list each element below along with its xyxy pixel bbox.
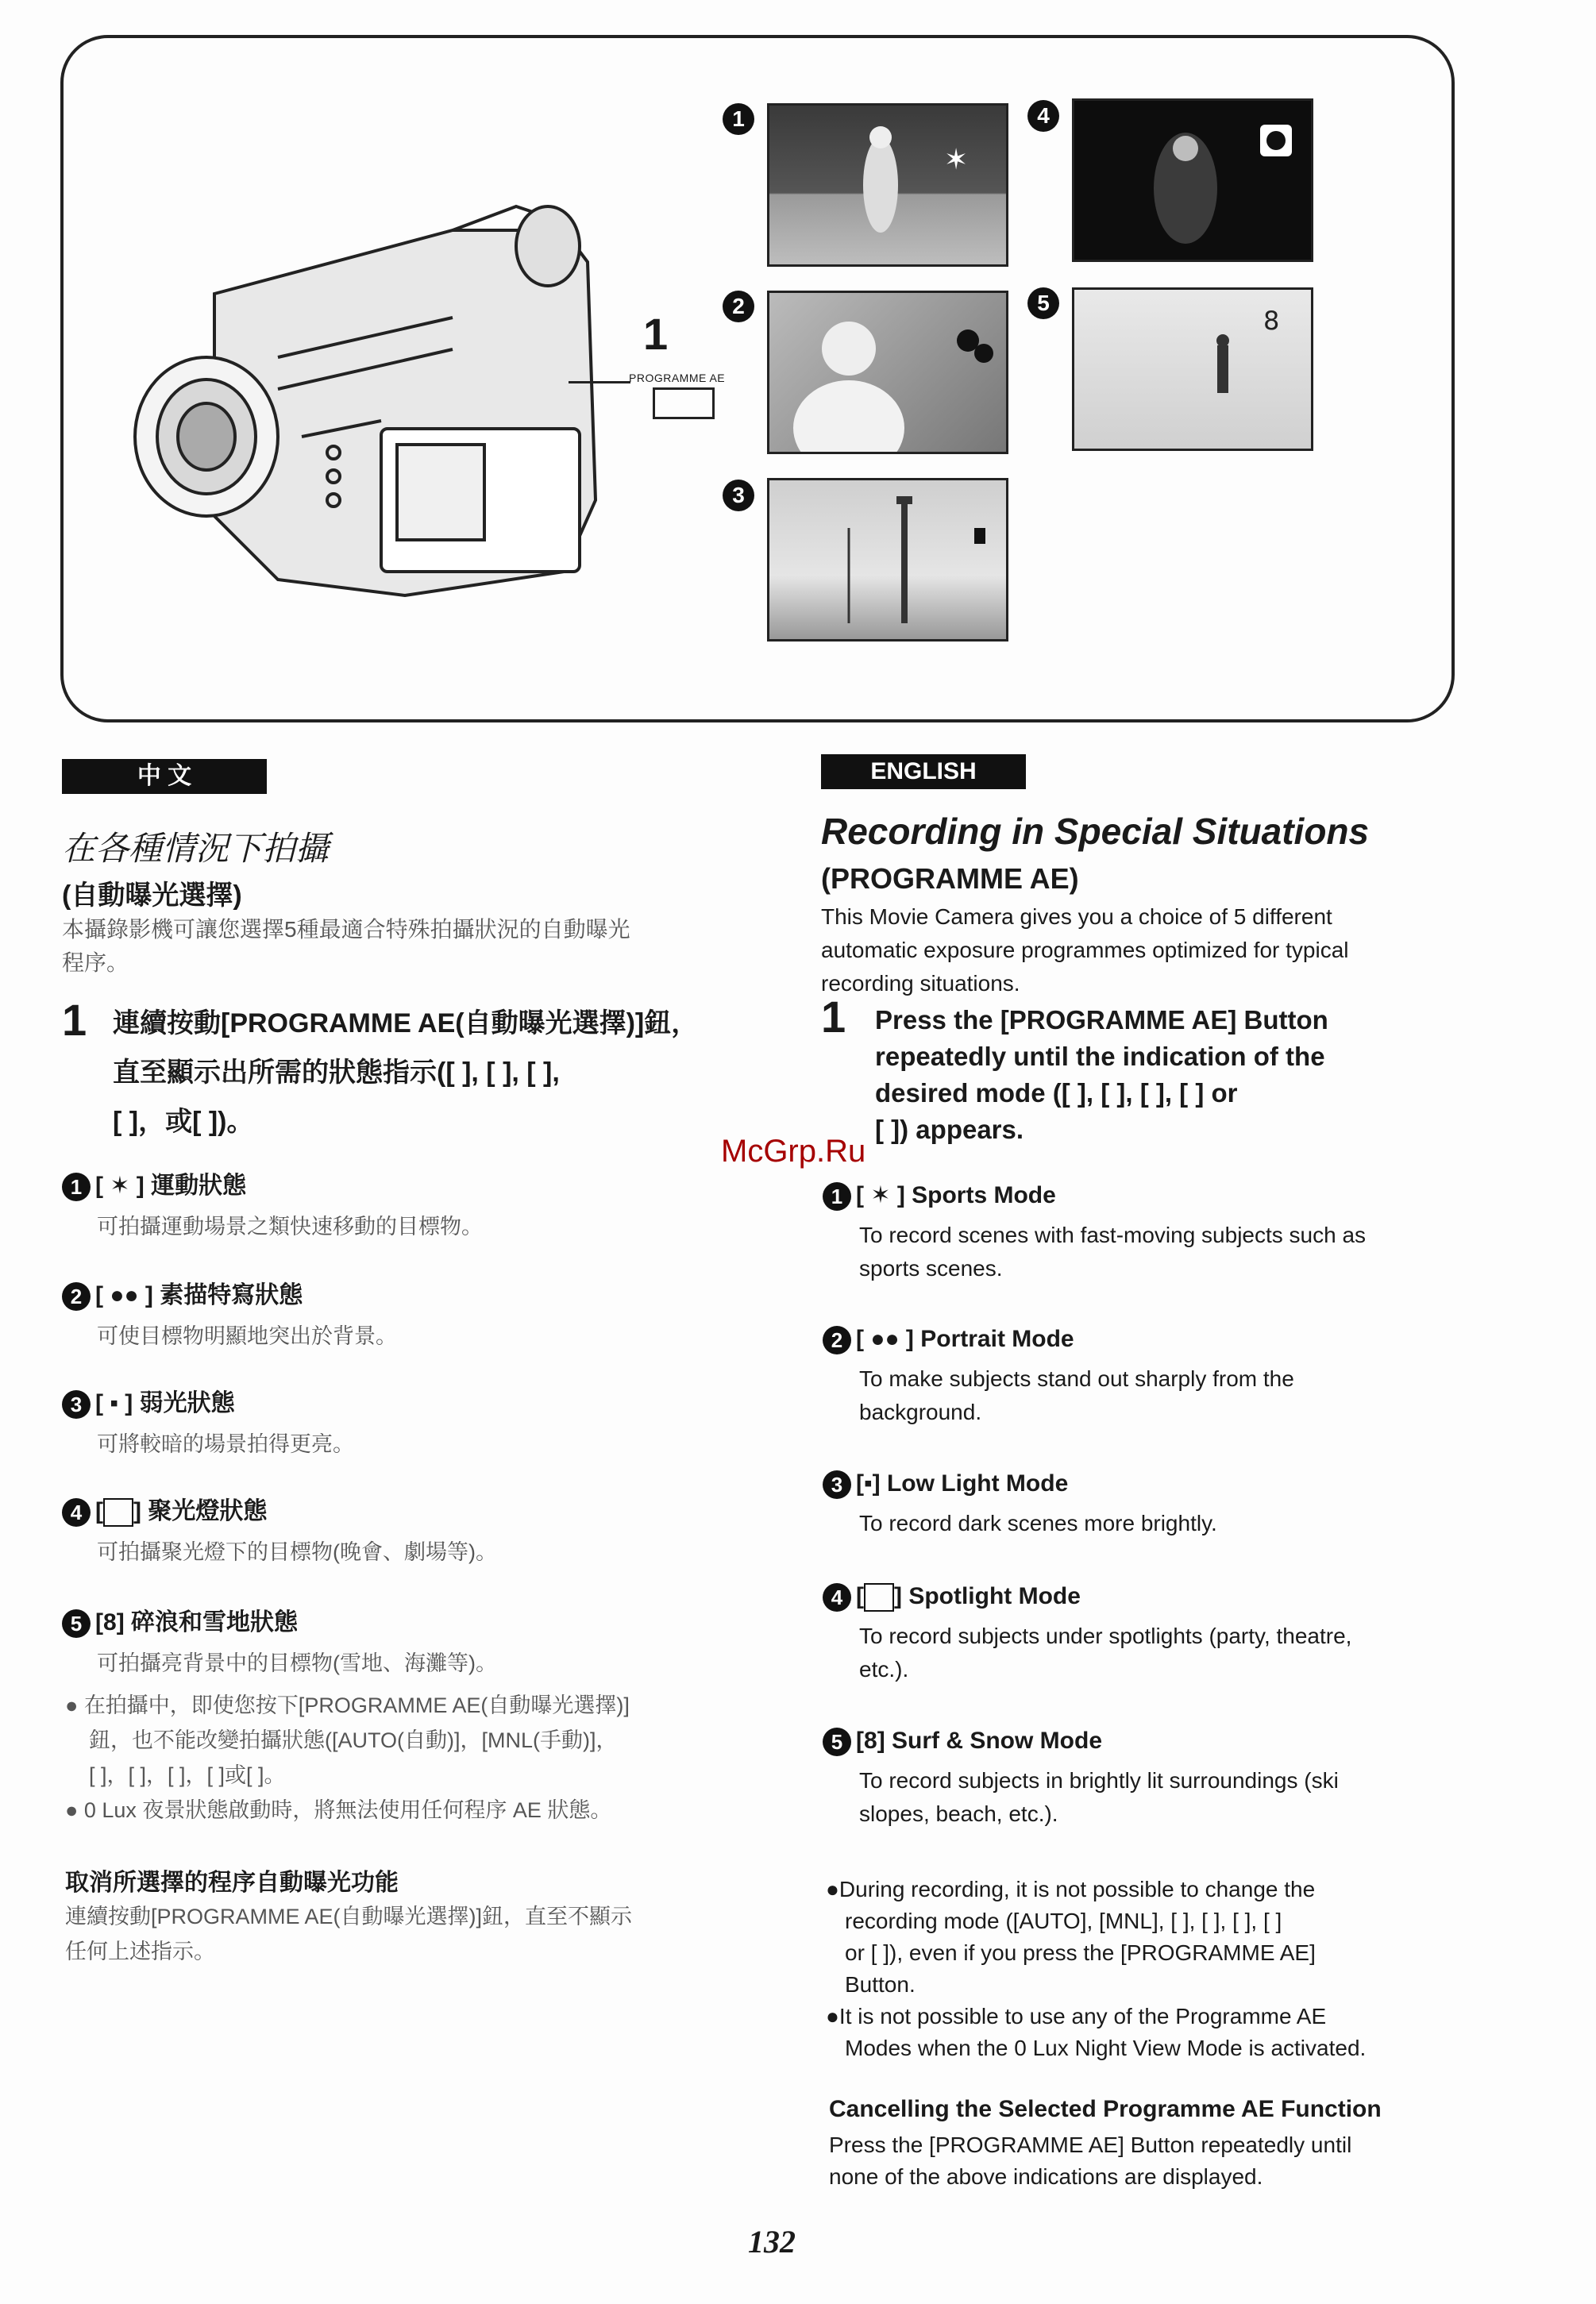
en-intro bbox=[821, 900, 1349, 1000]
mode-description: To record dark scenes more brightly. bbox=[859, 1511, 1217, 1536]
photo-sports-mode bbox=[767, 103, 1008, 267]
mode-label: 碎浪和雪地狀態 bbox=[131, 1609, 299, 1636]
zh-step-number: 1 bbox=[62, 995, 87, 1045]
en-note-line: Modes when the 0 Lux Night View Mode is activated. bbox=[845, 2036, 1367, 2060]
en-mode-surf-snow: 5 [8] Surf & Snow Mode To record subjects in brightly lit surroundings (ski slopes, beach, etc.). bbox=[823, 1728, 1339, 1831]
zh-mode-low-light: 3 [ ▪ ] 弱光狀態 可將較暗的場景拍得更亮。 bbox=[62, 1383, 354, 1458]
photo-surf-snow-mode bbox=[1072, 287, 1313, 451]
zh-mode-sports: 1 [ ✶ ] 運動狀態 可拍攝運動場景之類快速移動的目標物。 bbox=[62, 1165, 483, 1240]
page-number: 132 bbox=[748, 2224, 796, 2260]
en-subtitle: (PROGRAMME AE) bbox=[821, 862, 1079, 895]
zh-note-line: ● 0 Lux 夜景狀態啟動時，將無法使用任何程序 AE 狀態。 bbox=[65, 1798, 612, 1822]
en-mode-sports: 1 [ ✶ ] Sports Mode To record scenes with fast-moving subjects such as sports scenes. bbox=[823, 1181, 1366, 1285]
en-cancel-heading: Cancelling the Selected Programme AE Function bbox=[829, 2096, 1382, 2122]
en-notes bbox=[826, 1874, 1540, 2064]
photo-portrait-mode bbox=[767, 291, 1008, 454]
zh-step-text bbox=[113, 999, 698, 1146]
mode-label: ] Spotlight Mode bbox=[894, 1583, 1081, 1609]
zh-subtitle: (自動曝光選擇) bbox=[62, 880, 242, 911]
surf-snow-icon: 8 bbox=[864, 1728, 877, 1754]
en-note-line: ●During recording, it is not possible to change the bbox=[826, 1877, 1316, 1901]
mode-number-badge: 4 bbox=[62, 1498, 91, 1527]
surf-snow-icon: 8 bbox=[103, 1609, 117, 1636]
mode-description: To make subjects stand out sharply from the background. bbox=[859, 1366, 1294, 1425]
mode-description: To record subjects under spotlights (party, theatre, etc.). bbox=[859, 1624, 1352, 1682]
en-intro-line: This Movie Camera gives you a choice of 5 different bbox=[821, 904, 1332, 929]
en-cancel-line: none of the above indications are displayed. bbox=[829, 2164, 1263, 2189]
mode-number-badge: 4 bbox=[823, 1583, 851, 1612]
mode-description: 可拍攝聚光燈下的目標物(晚會、劇場等)。 bbox=[97, 1540, 497, 1565]
mode-label: 聚光燈狀態 bbox=[148, 1498, 268, 1524]
zh-cancel-line: 連續按動[PROGRAMME AE(自動曝光選擇)]鈕，直至不顯示 bbox=[65, 1905, 633, 1928]
zh-intro-line: 本攝錄影機可讓您選擇5種最適合特殊拍攝狀況的自動曝光 bbox=[62, 917, 630, 942]
chinese-language-tab: 中 文 bbox=[62, 759, 267, 794]
mode-label: ] Surf & Snow Mode bbox=[877, 1728, 1103, 1754]
zh-note-line: [ ]，[ ]，[ ]，[ ]或[ ]。 bbox=[89, 1763, 286, 1787]
zh-note-line: 鈕，也不能改變拍攝狀態([AUTO(自動)]，[MNL(手動)]， bbox=[89, 1728, 618, 1752]
svg-text:8: 8 bbox=[1263, 306, 1280, 336]
mode-description: 可拍攝運動場景之類快速移動的目標物。 bbox=[97, 1215, 483, 1239]
mode-description: 可使目標物明顯地突出於背景。 bbox=[97, 1324, 397, 1349]
callout-line bbox=[569, 381, 630, 383]
zh-cancel-line: 任何上述指示。 bbox=[65, 1940, 215, 1963]
sports-icon: ✶ bbox=[110, 1173, 130, 1199]
zh-mode-surf-snow: 5 [8] 碎浪和雪地狀態 可拍攝亮背景中的目標物(雪地、海灘等)。 bbox=[62, 1602, 497, 1677]
callout-label: PROGRAMME AE bbox=[629, 372, 726, 384]
zh-cancel-heading: 取消所選擇的程序自動曝光功能 bbox=[65, 1870, 399, 1896]
mode-number-badge: 3 bbox=[62, 1390, 91, 1419]
callout-number: 1 bbox=[643, 309, 669, 359]
english-language-tab: ENGLISH bbox=[821, 754, 1026, 789]
low-light-icon: ▪ bbox=[864, 1470, 873, 1497]
en-step-line: desired mode ([ ], [ ], [ ], [ ] or bbox=[875, 1078, 1238, 1108]
mode-label: 素描特寫狀態 bbox=[160, 1282, 303, 1308]
en-mode-portrait: 2 [ ●● ] Portrait Mode To make subjects stand out sharply from the background. bbox=[823, 1326, 1294, 1429]
en-cancel-line: Press the [PROGRAMME AE] Button repeatedly until bbox=[829, 2133, 1352, 2157]
mode-number-badge: 5 bbox=[823, 1728, 851, 1756]
mode-number-badge: 1 bbox=[62, 1173, 91, 1201]
en-mode-spotlight: 4 [ ] Spotlight Mode To record subjects under spotlights (party, theatre, etc.). bbox=[823, 1583, 1351, 1686]
mode-number-badge: 2 bbox=[823, 1326, 851, 1354]
mode-number-badge: 2 bbox=[62, 1282, 91, 1311]
mode-label: 運動狀態 bbox=[151, 1173, 247, 1199]
mode-number-badge: 1 bbox=[823, 1182, 851, 1211]
mode-description: 可拍攝亮背景中的目標物(雪地、海灘等)。 bbox=[97, 1651, 497, 1676]
mode-number-badge: 3 bbox=[823, 1470, 851, 1499]
portrait-icon: ●● bbox=[870, 1326, 900, 1352]
en-intro-line: automatic exposure programmes optimized for typical bbox=[821, 938, 1349, 962]
mode-description: 可將較暗的場景拍得更亮。 bbox=[97, 1432, 354, 1457]
en-cancel-body bbox=[829, 2129, 1351, 2193]
spotlight-icon bbox=[864, 1583, 894, 1612]
zh-notes bbox=[65, 1688, 724, 1828]
mode-label: 弱光狀態 bbox=[139, 1390, 235, 1416]
photo-badge-5: 5 bbox=[1027, 287, 1059, 319]
photo-badge-1: 1 bbox=[723, 103, 754, 135]
watermark: McGrp.Ru bbox=[721, 1134, 866, 1169]
camcorder-illustration bbox=[119, 198, 643, 611]
zh-intro-line: 程序。 bbox=[62, 950, 129, 975]
low-light-icon: ▪ bbox=[110, 1390, 118, 1416]
en-page-title: Recording in Special Situations bbox=[821, 811, 1370, 852]
photo-spotlight-mode bbox=[1072, 98, 1313, 262]
en-step-line: repeatedly until the indication of the bbox=[875, 1042, 1325, 1071]
en-note-line: recording mode ([AUTO], [MNL], [ ], [ ], [ ], [ ] bbox=[845, 1909, 1282, 1933]
mode-label: ] Sports Mode bbox=[896, 1182, 1056, 1208]
en-intro-line: recording situations. bbox=[821, 971, 1020, 996]
zh-mode-portrait: 2 [ ●● ] 素描特寫狀態 可使目標物明顯地突出於背景。 bbox=[62, 1275, 397, 1350]
photo-badge-4: 4 bbox=[1027, 100, 1059, 132]
en-note-line: or [ ]), even if you press the [PROGRAMME AE] bbox=[845, 1940, 1316, 1965]
photo-low-light-mode bbox=[767, 478, 1008, 641]
zh-cancel-body bbox=[65, 1899, 632, 1969]
zh-step-line: 連續按動[PROGRAMME AE(自動曝光選擇)]鈕， bbox=[113, 1008, 699, 1038]
mode-number-badge: 5 bbox=[62, 1609, 91, 1638]
photo-badge-3: 3 bbox=[723, 480, 754, 511]
mode-description: To record subjects in brightly lit surroundings (ski slopes, beach, etc.). bbox=[859, 1768, 1339, 1827]
en-step-number: 1 bbox=[821, 992, 846, 1042]
portrait-icon: ●● bbox=[110, 1282, 139, 1308]
en-mode-low-light: 3 [▪] Low Light Mode To record dark scenes more brightly. bbox=[823, 1470, 1217, 1540]
zh-page-title: 在各種情況下拍攝 bbox=[62, 830, 330, 867]
en-step-line: Press the [PROGRAMME AE] Button bbox=[875, 1005, 1328, 1034]
mode-description: To record scenes with fast-moving subjects such as sports scenes. bbox=[859, 1223, 1367, 1281]
zh-intro bbox=[62, 913, 630, 980]
spotlight-icon bbox=[103, 1498, 133, 1527]
en-step-text bbox=[875, 1002, 1328, 1148]
zh-note-line: ● 在拍攝中，即使您按下[PROGRAMME AE(自動曝光選擇)] bbox=[65, 1693, 630, 1717]
zh-step-line: 直至顯示出所需的狀態指示([ ], [ ], [ ], bbox=[113, 1058, 560, 1088]
en-note-line: ●It is not possible to use any of the Programme AE bbox=[826, 2004, 1327, 2029]
photo-badge-2: 2 bbox=[723, 291, 754, 322]
mode-label: ] Low Light Mode bbox=[872, 1470, 1069, 1497]
mode-label: ] Portrait Mode bbox=[905, 1326, 1074, 1352]
svg-text:✶: ✶ bbox=[944, 144, 969, 176]
zh-step-line: [ ]，或[ ])。 bbox=[113, 1107, 254, 1137]
zh-mode-spotlight: 4 [ ] 聚光燈狀態 可拍攝聚光燈下的目標物(晚會、劇場等)。 bbox=[62, 1491, 497, 1566]
en-step-line: [ ]) appears. bbox=[875, 1115, 1024, 1144]
sports-icon: ✶ bbox=[870, 1182, 891, 1208]
programme-ae-button-diagram bbox=[653, 387, 715, 419]
en-note-line: Button. bbox=[845, 1972, 916, 1997]
